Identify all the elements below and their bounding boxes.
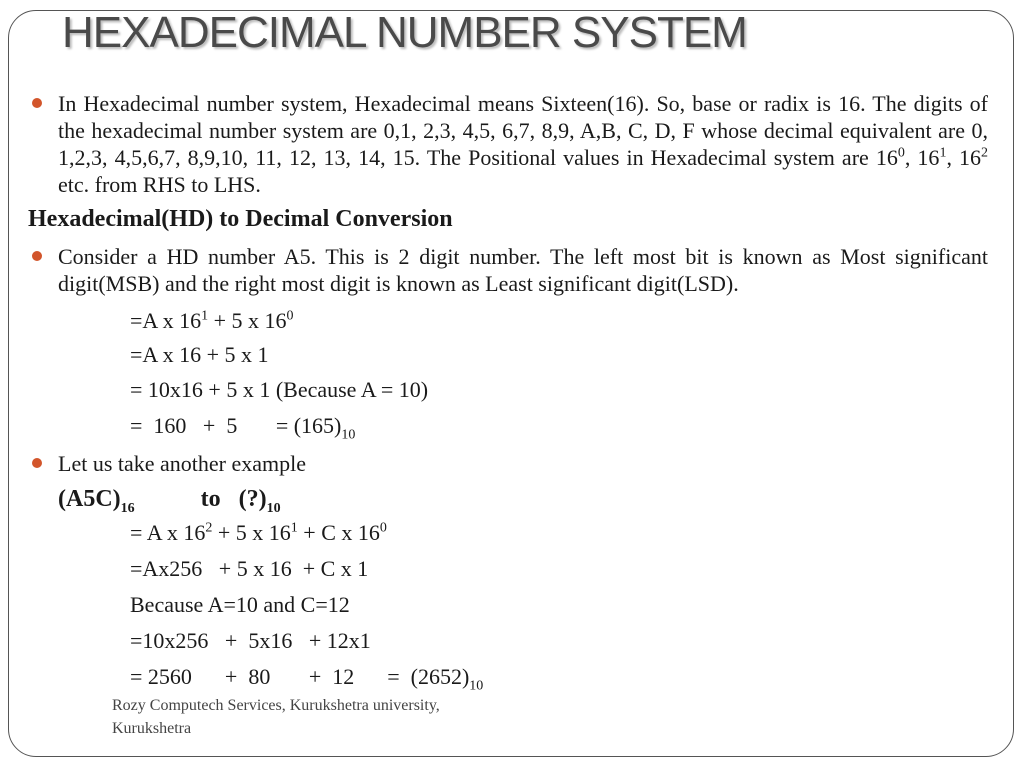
calc2-line1-sup3: 0	[379, 520, 387, 536]
footer-line2: Kurukshetra	[112, 720, 192, 737]
calc2-line3: Because A=10 and C=12	[130, 592, 350, 617]
example-expression	[58, 484, 281, 514]
intro-sup-a: 0	[897, 145, 905, 161]
calc1-line1	[130, 306, 294, 336]
example-mid: to (?)	[134, 486, 267, 512]
calc1-line1-sup1: 1	[201, 308, 209, 324]
bullet-dot-icon	[32, 458, 42, 468]
bullet-example-text: Let us take another example	[58, 451, 307, 476]
example-rhs-sub: 10	[266, 500, 281, 516]
section-heading: Hexadecimal(HD) to Decimal Conversion	[28, 206, 453, 232]
calc2-line1	[130, 518, 387, 548]
bullet-example	[32, 450, 988, 477]
calc2-line4: =10x256 + 5x16 + 12x1	[130, 628, 371, 653]
slide-title: HEXADECIMAL NUMBER SYSTEM	[62, 8, 747, 57]
calc2-line1-c: + C x 16	[297, 520, 380, 545]
bullet-consider	[32, 243, 988, 297]
example-lhs-sub: 16	[120, 500, 135, 516]
calc1-line1-b: + 5 x 16	[208, 308, 287, 333]
bullet-intro	[32, 90, 988, 198]
calc2-line1-sup1: 2	[205, 520, 213, 536]
calc2-line5-sub: 10	[469, 678, 484, 694]
calc2-line2: =Ax256 + 5 x 16 + C x 1	[130, 556, 369, 581]
calc2-line1-sup2: 1	[290, 520, 298, 536]
bullet-consider-text: Consider a HD number A5. This is 2 digit number. The left most bit is known as Most significant digit(MSB) and the right most digit is known as Least significant digit(LSD).	[58, 244, 988, 296]
calc2-line5	[130, 662, 483, 692]
bullet-dot-icon	[32, 251, 42, 261]
intro-sup-b: 1	[939, 145, 947, 161]
slide-footer	[112, 694, 440, 740]
calc2-line5-text: = 2560 + 80 + 12 = (2652)	[130, 664, 470, 689]
calc2-line1-b: + 5 x 16	[212, 520, 291, 545]
calc2-line1-a: = A x 16	[130, 520, 206, 545]
intro-text-d: etc. from RHS to LHS.	[58, 172, 261, 197]
calc1-line1-sup2: 0	[286, 308, 294, 324]
calc1-line3: = 10x16 + 5 x 1 (Because A = 10)	[130, 377, 429, 402]
calc1-line2: =A x 16 + 5 x 1	[130, 342, 269, 367]
calc1-line4-sub: 10	[341, 427, 356, 443]
footer-line1: Rozy Computech Services, Kurukshetra university,	[112, 697, 440, 714]
intro-text-a: In Hexadecimal number system, Hexadecimal means Sixteen(16). So, base or radix is 16. The digits of the hexadecimal number system are 0,1, 2,3, 4,5, 6,7, 8,9, A,B, C, D, F whose decimal equivalent are 0, 1,2,3, 4,5,6,7, 8,9,10, 11, 12, 13, 14, 15. The Positional values in Hexadecimal system are 16	[58, 91, 988, 170]
intro-text-c: , 16	[946, 145, 982, 170]
calc1-line4	[130, 411, 355, 441]
intro-sup-c: 2	[981, 145, 989, 161]
calc1-line1-a: =A x 16	[130, 308, 202, 333]
bullet-intro-text	[58, 90, 988, 198]
calc1-line4-text: = 160 + 5 = (165)	[130, 413, 342, 438]
bullet-dot-icon	[32, 98, 42, 108]
intro-text-b: , 16	[904, 145, 940, 170]
example-lhs: (A5C)	[58, 486, 121, 512]
